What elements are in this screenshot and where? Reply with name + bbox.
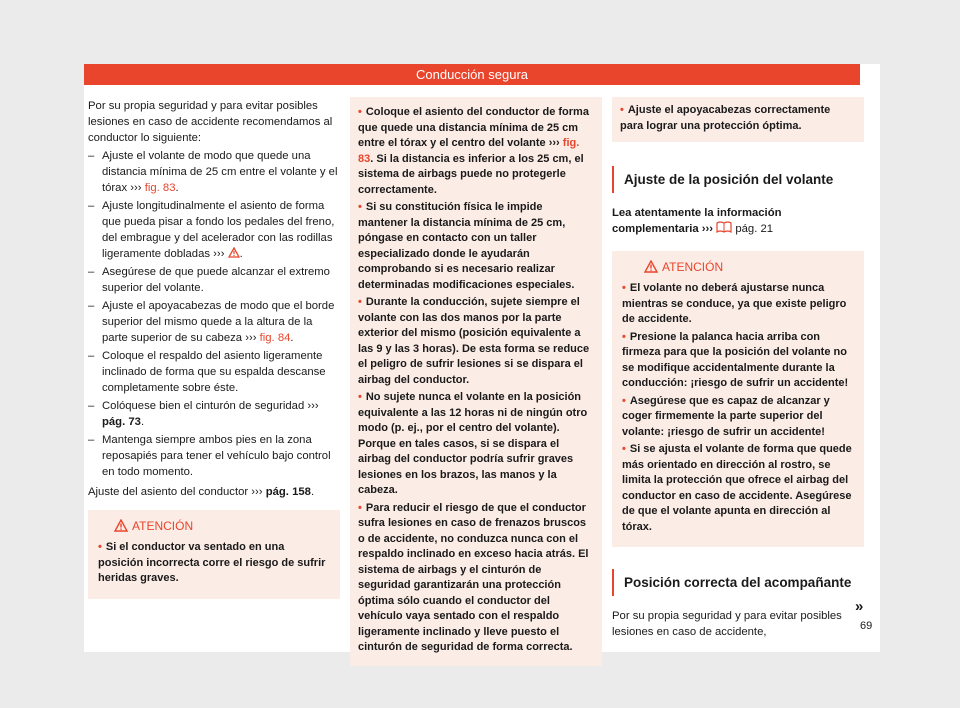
section-title: Conducción segura — [415, 67, 529, 82]
page-number: 69 — [860, 620, 873, 632]
warning-item: • Ajuste el apoyacabezas correctamente para lograr una protección óptima. — [620, 103, 856, 134]
warning-item: • Si se ajusta el volante de forma que quede más orientado en dirección al rostro, se limita la protección que ofrece el airbag del conductor en caso de accidente. Asegúrese de que el volante apunta en dirección al tórax. — [622, 442, 854, 535]
warning-title: ATENCIÓN — [132, 519, 194, 533]
figure-link[interactable]: fig. 84 — [259, 332, 291, 344]
column-2 — [350, 98, 602, 666]
warning-header — [98, 518, 330, 534]
page-link[interactable]: pág. 73 — [102, 416, 141, 428]
column-3 — [612, 98, 864, 640]
warning-item: • Si el conductor va sentado en una posición incorrecta corre el riesgo de sufrir heridas graves. — [98, 540, 330, 587]
warning-list — [620, 103, 856, 134]
closing-paragraph: Ajuste del asiento del conductor ››› pág. 158. — [88, 486, 315, 498]
heading: Ajuste de la posición del volante — [624, 172, 834, 187]
warning-item: • Para reducir el riesgo de que el conductor sufra lesiones en caso de frenazos bruscos o de accidente, no conduzca nunca con el respaldo inclinado en exceso hacia atrás. El sistema de airbags y el cinturón de seguridad garantizarán una protección óptima sólo cuando el conductor del vehículo vaya sentado con el respaldo ligeramente inclinado y lleve puesto el cinturón de seguridad de forma correcta. — [358, 501, 594, 656]
warning-box — [88, 510, 340, 599]
section-heading-volante — [612, 166, 864, 193]
list-item: – Coloque el respaldo del asiento ligeramente inclinado de forma que su espalda descanse completamente sobre éste. — [88, 348, 340, 396]
intro-paragraph: Por su propia seguridad y para evitar posibles lesiones en caso de accidente recomendamos al conductor lo siguiente: — [88, 100, 333, 144]
warning-item: • Si su constitución física le impide mantener la distancia mínima de 25 cm, póngase en contacto con un taller especializado donde le ayudarán comprobando si es necesario realizar determinadas modificaciones especiales. — [358, 200, 594, 293]
warning-item: • Presione la palanca hacia arriba con firmeza para que la posición del volante no se modifique accidentalmente durante la conducción: ¡riesgo de sufrir un accidente! — [622, 330, 854, 392]
heading: Posición correcta del acompañante — [624, 575, 852, 590]
intro-paragraph: Por su propia seguridad y para evitar posibles lesiones en caso de accidente, — [612, 610, 842, 638]
section-heading-acompanante — [612, 569, 864, 596]
warning-item: • El volante no deberá ajustarse nunca mientras se conduce, ya que existe peligro de accidente. — [622, 281, 854, 328]
continue-marker: » — [855, 598, 864, 615]
warning-item: • Asegúrese que es capaz de alcanzar y coger firmemente la parte superior del volante: ¡riesgo de sufrir un accidente! — [622, 394, 854, 441]
list-item: – Mantenga siempre ambos pies en la zona reposapiés para tener el vehículo bajo control en todo momento. — [88, 432, 340, 480]
list-item: – Asegúrese de que puede alcanzar el extremo superior del volante. — [88, 264, 340, 296]
warning-list — [358, 105, 594, 656]
warning-continuation-box — [612, 97, 864, 142]
warning-item: • Coloque el asiento del conductor de forma que quede una distancia mínima de 25 cm entre el tórax y el centro del volante ››› fig. 83. Si la distancia es inferior a los 25 cm, el sistema de airbags puede no protegerle correctamente. — [358, 105, 594, 198]
warning-triangle-icon — [114, 519, 128, 532]
list-item: – Ajuste el volante de modo que quede una distancia mínima de 25 cm entre el volante y el tórax ››› fig. 83. — [88, 148, 340, 196]
warning-list — [98, 540, 330, 587]
section-header — [84, 64, 860, 85]
page-link[interactable]: pág. 158 — [265, 486, 311, 498]
warning-list — [622, 281, 854, 535]
warning-item: • No sujete nunca el volante en la posición equivalente a las 12 horas ni de ningún otro modo (p. ej., por el centro del volante). Porque en tales casos, si se dispara el airbag del conductor podría sufrir graves lesiones en los brazos, las manos y la cabeza. — [358, 390, 594, 499]
recommendation-list — [88, 148, 340, 480]
book-icon[interactable] — [716, 221, 732, 233]
warning-item: • Durante la conducción, sujete siempre el volante con las dos manos por la parte exterior del mismo (posición equivalente a las 9 y las 3 horas). De esta forma se reduce el peligro de sufrir lesiones si se dispara el airbag del conductor. — [358, 295, 594, 388]
page-link[interactable]: pág. 21 — [732, 223, 774, 235]
figure-link[interactable]: fig. 83 — [358, 137, 580, 165]
list-item: – Ajuste longitudinalmente el asiento de forma que pueda pisar a fondo los pedales del freno, del embrague y del acelerador con las rodillas ligeramente dobladas ››› . — [88, 198, 340, 262]
warning-triangle-icon — [228, 247, 240, 258]
figure-link[interactable]: fig. 83 — [144, 182, 176, 194]
list-item: – Ajuste el apoyacabezas de modo que el borde superior del mismo quede a la altura de la parte superior de su cabeza ››› fig. 84. — [88, 298, 340, 346]
column-1 — [88, 98, 340, 599]
warning-header — [622, 259, 854, 275]
warning-continuation-box — [350, 97, 602, 666]
list-item: – Colóquese bien el cinturón de seguridad ››› pág. 73. — [88, 398, 340, 430]
warning-triangle-icon — [644, 260, 658, 273]
info-reference: Lea atentamente la información complementaria ››› pág. 21 — [612, 207, 782, 235]
warning-box — [612, 251, 864, 547]
warning-title: ATENCIÓN — [662, 260, 724, 274]
